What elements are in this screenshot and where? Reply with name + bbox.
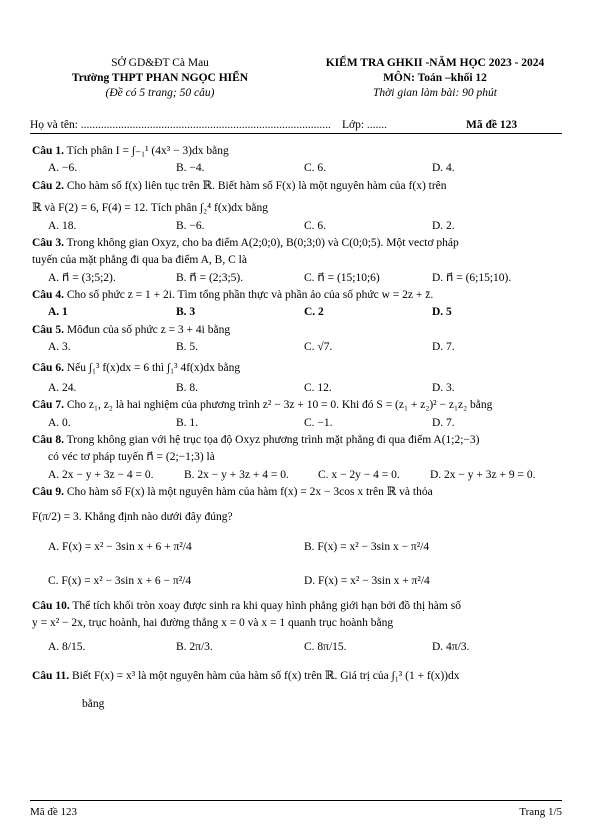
question-text: Cho z₁, z₂ là hai nghiệm của phương trình z² − 3z + 10 = 0. Khi đó S = (z₁ + z₂)² − z₁z₂ bằng [66, 399, 493, 412]
option-c: C. 8π/15. [304, 641, 347, 654]
question-text-cont: tuyến của mặt phẳng đi qua ba điểm A, B, C là [32, 254, 247, 267]
option-b: B. n⃗ = (2;3;5). [176, 271, 244, 284]
question-label: Câu 8. [32, 434, 64, 446]
question-7 [32, 398, 560, 430]
question-text: Thể tích khối tròn xoay được sinh ra khi quay hình phẳng giới hạn bởi đồ thị hàm số [72, 599, 461, 612]
option-b: B. −4. [176, 162, 205, 175]
question-10 [32, 599, 560, 655]
class-label: Lớp: ....... [342, 119, 388, 131]
option-a: A. 24. [48, 381, 77, 394]
question-text-cont: bằng [82, 698, 105, 711]
question-label: Câu 2. [32, 179, 64, 192]
question-label: Câu 7. [32, 399, 64, 412]
option-b: B. 2x − y + 3z + 4 = 0. [184, 468, 289, 481]
exam-note: (Đề có 5 trang; 50 câu) [105, 87, 215, 99]
option-c: C. 2 [304, 306, 324, 319]
option-d: D. 2. [432, 219, 455, 232]
question-options [32, 468, 560, 482]
option-b: B. −6. [176, 219, 205, 232]
option-c: C. x − 2y − 4 = 0. [318, 468, 400, 481]
option-d: D. 7. [432, 416, 455, 429]
name-label: Họ và tên: ....................................................................................... [30, 119, 331, 131]
subject-name: MÔN: Toán –khối 12 [383, 72, 487, 84]
option-a: A. 0. [48, 416, 71, 429]
option-b: B. 8. [176, 381, 199, 394]
question-text: Trong không gian với hệ trục tọa độ Oxyz phương trình mặt phẳng đi qua điểm A(1;2;−3) [66, 434, 480, 446]
question-6 [32, 361, 560, 396]
question-options-row1 [32, 540, 560, 554]
page-number: Trang 1/5 [519, 806, 562, 818]
option-c: C. 12. [304, 381, 332, 394]
option-d: D. F(x) = x² − 3sin x + π²/4 [304, 575, 430, 588]
option-a: A. F(x) = x² − 3sin x + 6 + π²/4 [48, 540, 192, 553]
option-a: A. 2x − y + 3z − 4 = 0. [48, 468, 154, 481]
option-d: D. 2x − y + 3z + 9 = 0. [430, 468, 536, 481]
question-9 [32, 485, 560, 589]
question-options [32, 381, 560, 395]
student-info-line [30, 118, 560, 132]
question-options [32, 416, 560, 430]
question-text: Cho hàm số f(x) liên tục trên ℝ. Biết hàm số F(x) là một nguyên hàm của f(x) trên [66, 179, 447, 192]
question-8 [32, 433, 560, 482]
question-11 [32, 669, 560, 712]
option-b: B. F(x) = x² − 3sin x − π²/4 [304, 540, 430, 553]
option-d: D. 4π/3. [432, 641, 470, 654]
header-divider [30, 133, 562, 134]
option-c: C. F(x) = x² − 3sin x + 6 − π²/4 [48, 575, 192, 588]
option-b: B. 1. [176, 416, 199, 429]
question-text: Trong không gian Oxyz, cho ba điểm A(2;0;0), B(0;3;0) và C(0;0;5). Một vectơ pháp [66, 236, 459, 249]
question-label: Câu 1. [32, 145, 64, 157]
option-b: B. 2π/3. [176, 641, 213, 654]
exam-title: KIỂM TRA GHKII -NĂM HỌC 2023 - 2024 [325, 57, 545, 69]
question-text: Nếu ∫₁³ f(x)dx = 6 thì ∫₁³ 4f(x)dx bằng [66, 361, 241, 374]
option-d: D. 4. [432, 162, 455, 175]
header-right [290, 56, 580, 101]
question-2 [32, 179, 560, 233]
option-c: C. 6. [304, 219, 327, 232]
question-options [32, 219, 560, 233]
question-4 [32, 288, 560, 320]
option-d: D. 3. [432, 381, 455, 394]
option-d: D. 5 [432, 306, 452, 319]
question-options [32, 271, 560, 285]
question-1 [32, 144, 560, 176]
option-a: A. 3. [48, 341, 71, 354]
question-text-cont: có véc tơ pháp tuyến n⃗ = (2;−1;3) là [48, 451, 215, 464]
question-text: Tích phân I = ∫₋₁¹ (4x³ − 3)dx bằng [66, 145, 229, 157]
option-a: A. 18. [48, 219, 77, 232]
school-name: Trường THPT PHAN NGỌC HIỂN [71, 72, 249, 84]
question-options [32, 340, 560, 354]
option-a: A. −6. [48, 162, 78, 175]
question-label: Câu 4. [32, 289, 64, 301]
exam-code: Mã đề 123 [466, 119, 518, 131]
option-a: A. 1 [48, 306, 68, 319]
footer-divider [30, 800, 562, 801]
question-text-cont: y = x² − 2x, trục hoành, hai đường thẳng x = 0 và x = 1 quanh trục hoành bằng [32, 617, 394, 629]
footer-exam-code: Mã đề 123 [30, 806, 78, 818]
question-text: Biết F(x) = x³ là một nguyên hàm của hàm số f(x) trên ℝ. Giá trị của ∫₁³ (1 + f(x))dx [71, 669, 460, 682]
question-options [32, 640, 560, 654]
question-text: Cho số phức z = 1 + 2i. Tìm tổng phần thực và phần ảo của số phức w = 2z + z̄. [66, 289, 434, 301]
option-a: A. 8/15. [48, 641, 86, 654]
question-text-cont: F(π/2) = 3. Khẳng định nào dưới đây đúng? [32, 510, 233, 523]
option-b: B. 5. [176, 341, 199, 354]
questions-list [32, 142, 560, 715]
question-options-row2 [32, 574, 560, 588]
question-3 [32, 236, 560, 285]
question-label: Câu 6. [32, 361, 64, 374]
question-text: Môđun của số phức z = 3 + 4i bằng [66, 323, 231, 336]
option-b: B. 3 [176, 306, 196, 319]
question-label: Câu 5. [32, 323, 64, 336]
question-options [32, 161, 560, 175]
option-c: C. 6. [304, 162, 327, 175]
option-c: C. n⃗ = (15;10;6) [304, 271, 380, 284]
question-label: Câu 3. [32, 236, 64, 249]
question-text: Cho hàm số F(x) là một nguyên hàm của hàm f(x) = 2x − 3cos x trên ℝ và thỏa [66, 486, 433, 499]
question-text-cont: ℝ và F(2) = 6, F(4) = 12. Tích phân ∫₂⁴ f(x)dx bằng [32, 202, 268, 215]
header-left [40, 56, 280, 101]
option-d: D. 7. [432, 341, 455, 354]
question-options [32, 305, 560, 319]
option-c: C. −1. [304, 416, 333, 429]
question-label: Câu 10. [32, 599, 70, 612]
dept-name: SỞ GD&ĐT Cà Mau [111, 57, 209, 69]
question-label: Câu 9. [32, 486, 64, 499]
option-c: C. √7. [304, 341, 333, 354]
option-a: A. n⃗ = (3;5;2). [48, 271, 116, 284]
question-label: Câu 11. [32, 669, 70, 682]
question-5 [32, 323, 560, 355]
exam-time: Thời gian làm bài: 90 phút [372, 87, 498, 99]
option-d: D. n⃗ = (6;15;10). [432, 271, 512, 284]
